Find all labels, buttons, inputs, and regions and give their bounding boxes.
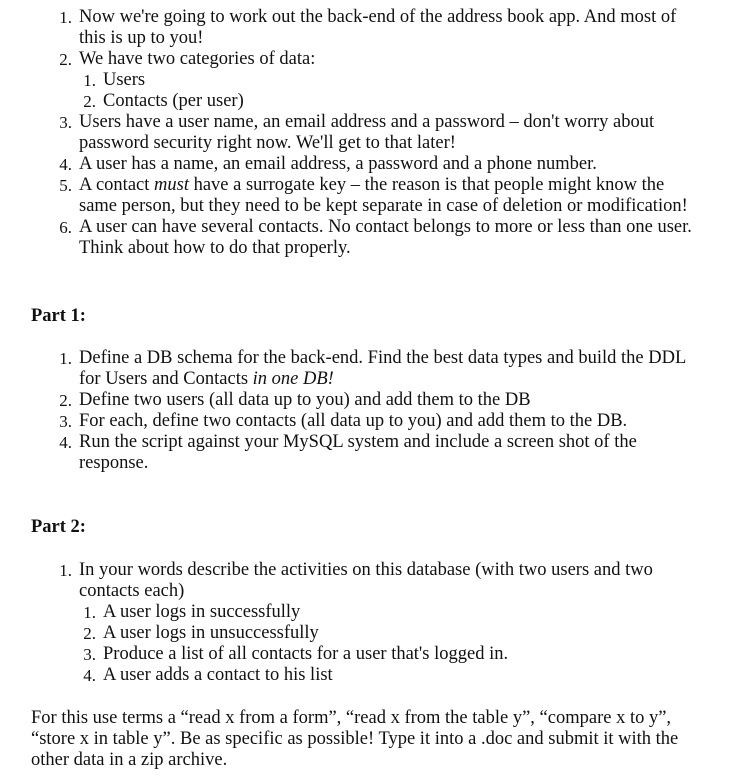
- list-item: [0, 432, 751, 474]
- item-number: 4.: [59, 433, 72, 452]
- list-item: [0, 175, 751, 217]
- item-text: We have two categories of data:: [79, 49, 316, 69]
- item-number: 5.: [59, 176, 72, 195]
- sub-item-text: Users: [103, 70, 146, 90]
- sub-item-text: Produce a list of all contacts for a user that's logged in.: [103, 644, 509, 664]
- item-number: 1.: [59, 8, 72, 27]
- sub-item-text: A user adds a contact to his list: [103, 665, 333, 685]
- item-text-emphasis: in one DB!: [252, 369, 334, 389]
- item-text: A user has a name, an email address, a password and a phone number.: [79, 154, 597, 174]
- sub-list-item: [0, 623, 751, 644]
- item-text: [79, 175, 699, 217]
- item-number: 1.: [59, 349, 72, 368]
- part1-list: [0, 348, 751, 474]
- item-text: In your words describe the activities on this database (with two users and two contacts each): [79, 560, 653, 601]
- sub-item-text: Contacts (per user): [103, 91, 244, 111]
- list-item: [0, 560, 751, 686]
- list-item: [0, 7, 751, 49]
- item-number: 2.: [59, 391, 72, 410]
- item-number: 3.: [59, 113, 72, 132]
- sub-list: [0, 70, 751, 112]
- item-text: A user can have several contacts. No contact belongs to more or less than one user. Think about how to do that properly.: [79, 217, 692, 258]
- part2-heading: Part 2:: [31, 517, 86, 537]
- item-text-emphasis: must: [154, 175, 189, 195]
- list-item: [0, 49, 751, 112]
- sub-item-number: 2.: [83, 624, 96, 643]
- sub-list: [0, 602, 751, 686]
- item-number: 4.: [59, 155, 72, 174]
- item-text: Run the script against your MySQL system and include a screen shot of the response.: [79, 432, 637, 473]
- sub-list-item: [0, 665, 751, 686]
- sub-item-number: 2.: [83, 92, 96, 111]
- item-text: [79, 348, 699, 390]
- item-number: 2.: [59, 50, 72, 69]
- item-text: Now we're going to work out the back-end of the address book app. And most of this is up to you!: [79, 7, 677, 48]
- sub-item-number: 4.: [83, 666, 96, 685]
- sub-list-item: [0, 644, 751, 665]
- list-item: [0, 348, 751, 390]
- sub-item-number: 1.: [83, 603, 96, 622]
- item-text-before: Define a DB schema for the back-end. Find the best data types and build the DDL for Users and Contacts: [79, 348, 686, 389]
- sub-list-item: [0, 602, 751, 623]
- item-text-before: A contact: [79, 175, 155, 195]
- sub-item-number: 3.: [83, 645, 96, 664]
- item-number: 6.: [59, 218, 72, 237]
- item-text: Define two users (all data up to you) and add them to the DB: [79, 390, 531, 410]
- intro-list: [0, 7, 751, 259]
- item-text: For each, define two contacts (all data up to you) and add them to the DB.: [79, 411, 628, 431]
- item-number: 1.: [59, 561, 72, 580]
- item-number: 3.: [59, 412, 72, 431]
- item-text-after: have a surrogate key – the reason is that people might know the same person, but they need to be kept separate in case of deletion or modification!: [79, 175, 688, 216]
- list-item: [0, 217, 751, 259]
- sub-list-item: [0, 70, 751, 91]
- part1-heading: Part 1:: [31, 306, 86, 326]
- item-text: Users have a user name, an email address and a password – don't worry about password security right now. We'll get to that later!: [79, 112, 655, 153]
- list-item: [0, 112, 751, 154]
- sub-item-text: A user logs in unsuccessfully: [103, 623, 319, 643]
- closing-paragraph: For this use terms a “read x from a form”, “read x from the table y”, “compare x to y”, “store x in table y”. Be as specific as possible! Type it into a .doc and submit it with the other data in a zip archive.: [31, 708, 679, 770]
- sub-list-item: [0, 91, 751, 112]
- sub-item-number: 1.: [83, 71, 96, 90]
- sub-item-text: A user logs in successfully: [103, 602, 301, 622]
- list-item: [0, 390, 751, 411]
- part2-list: [0, 560, 751, 686]
- list-item: [0, 154, 751, 175]
- list-item: [0, 411, 751, 432]
